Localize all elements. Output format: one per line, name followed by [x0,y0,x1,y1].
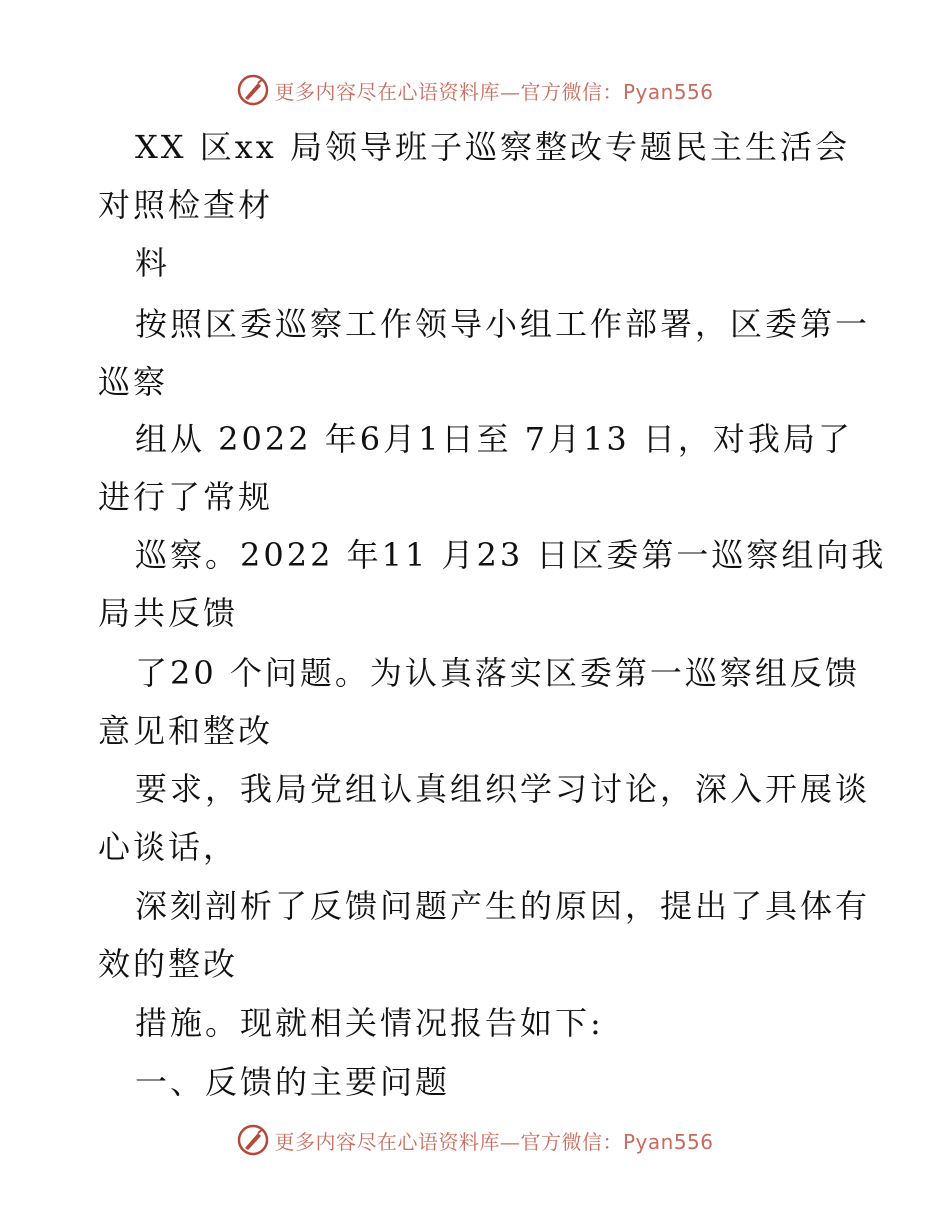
section-heading: 一、反馈的主要问题 [135,1063,451,1101]
paragraph-line: 组从 2022 年6月1日至 7月13 日，对我局了 [135,420,853,458]
pen-logo-icon [236,1123,270,1157]
watermark-text: 更多内容尽在心语资料库—官方微信：Pyan556 [274,79,714,104]
watermark-text: 更多内容尽在心语资料库—官方微信：Pyan556 [274,1129,714,1154]
paragraph-line: 局共反馈 [98,594,239,632]
paragraph-line: 巡察。2022 年11 月23 日区委第一巡察组向我 [135,536,887,574]
watermark-id: Pyan556 [622,79,714,104]
watermark-banner-bottom [0,1120,950,1160]
paragraph-line: 了20 个问题。为认真落实区委第一巡察组反馈 [135,654,860,692]
paragraph-line: 心谈话， [98,828,239,866]
paragraph-line: 意见和整改 [98,712,274,750]
paragraph-line: 措施。现就相关情况报告如下: [135,1004,604,1042]
watermark-banner-top [0,70,950,110]
watermark-id: Pyan556 [622,1129,714,1154]
title-line-3: 料 [135,244,171,282]
pen-logo-icon [236,73,270,107]
title-line-1: XX 区xx 局领导班子巡察整改专题民主生活会 [135,128,851,166]
title-line-2: 对照检查材 [98,186,274,224]
paragraph-line: 巡察 [98,363,169,401]
paragraph-line: 进行了常规 [98,478,274,516]
paragraph-line: 效的整改 [98,945,239,983]
paragraph-line: 按照区委巡察工作领导小组工作部署，区委第一 [135,305,871,343]
paragraph-line: 深刻剖析了反馈问题产生的原因，提出了具体有 [135,887,871,925]
paragraph-line: 要求，我局党组认真组织学习讨论，深入开展谈 [135,770,871,808]
